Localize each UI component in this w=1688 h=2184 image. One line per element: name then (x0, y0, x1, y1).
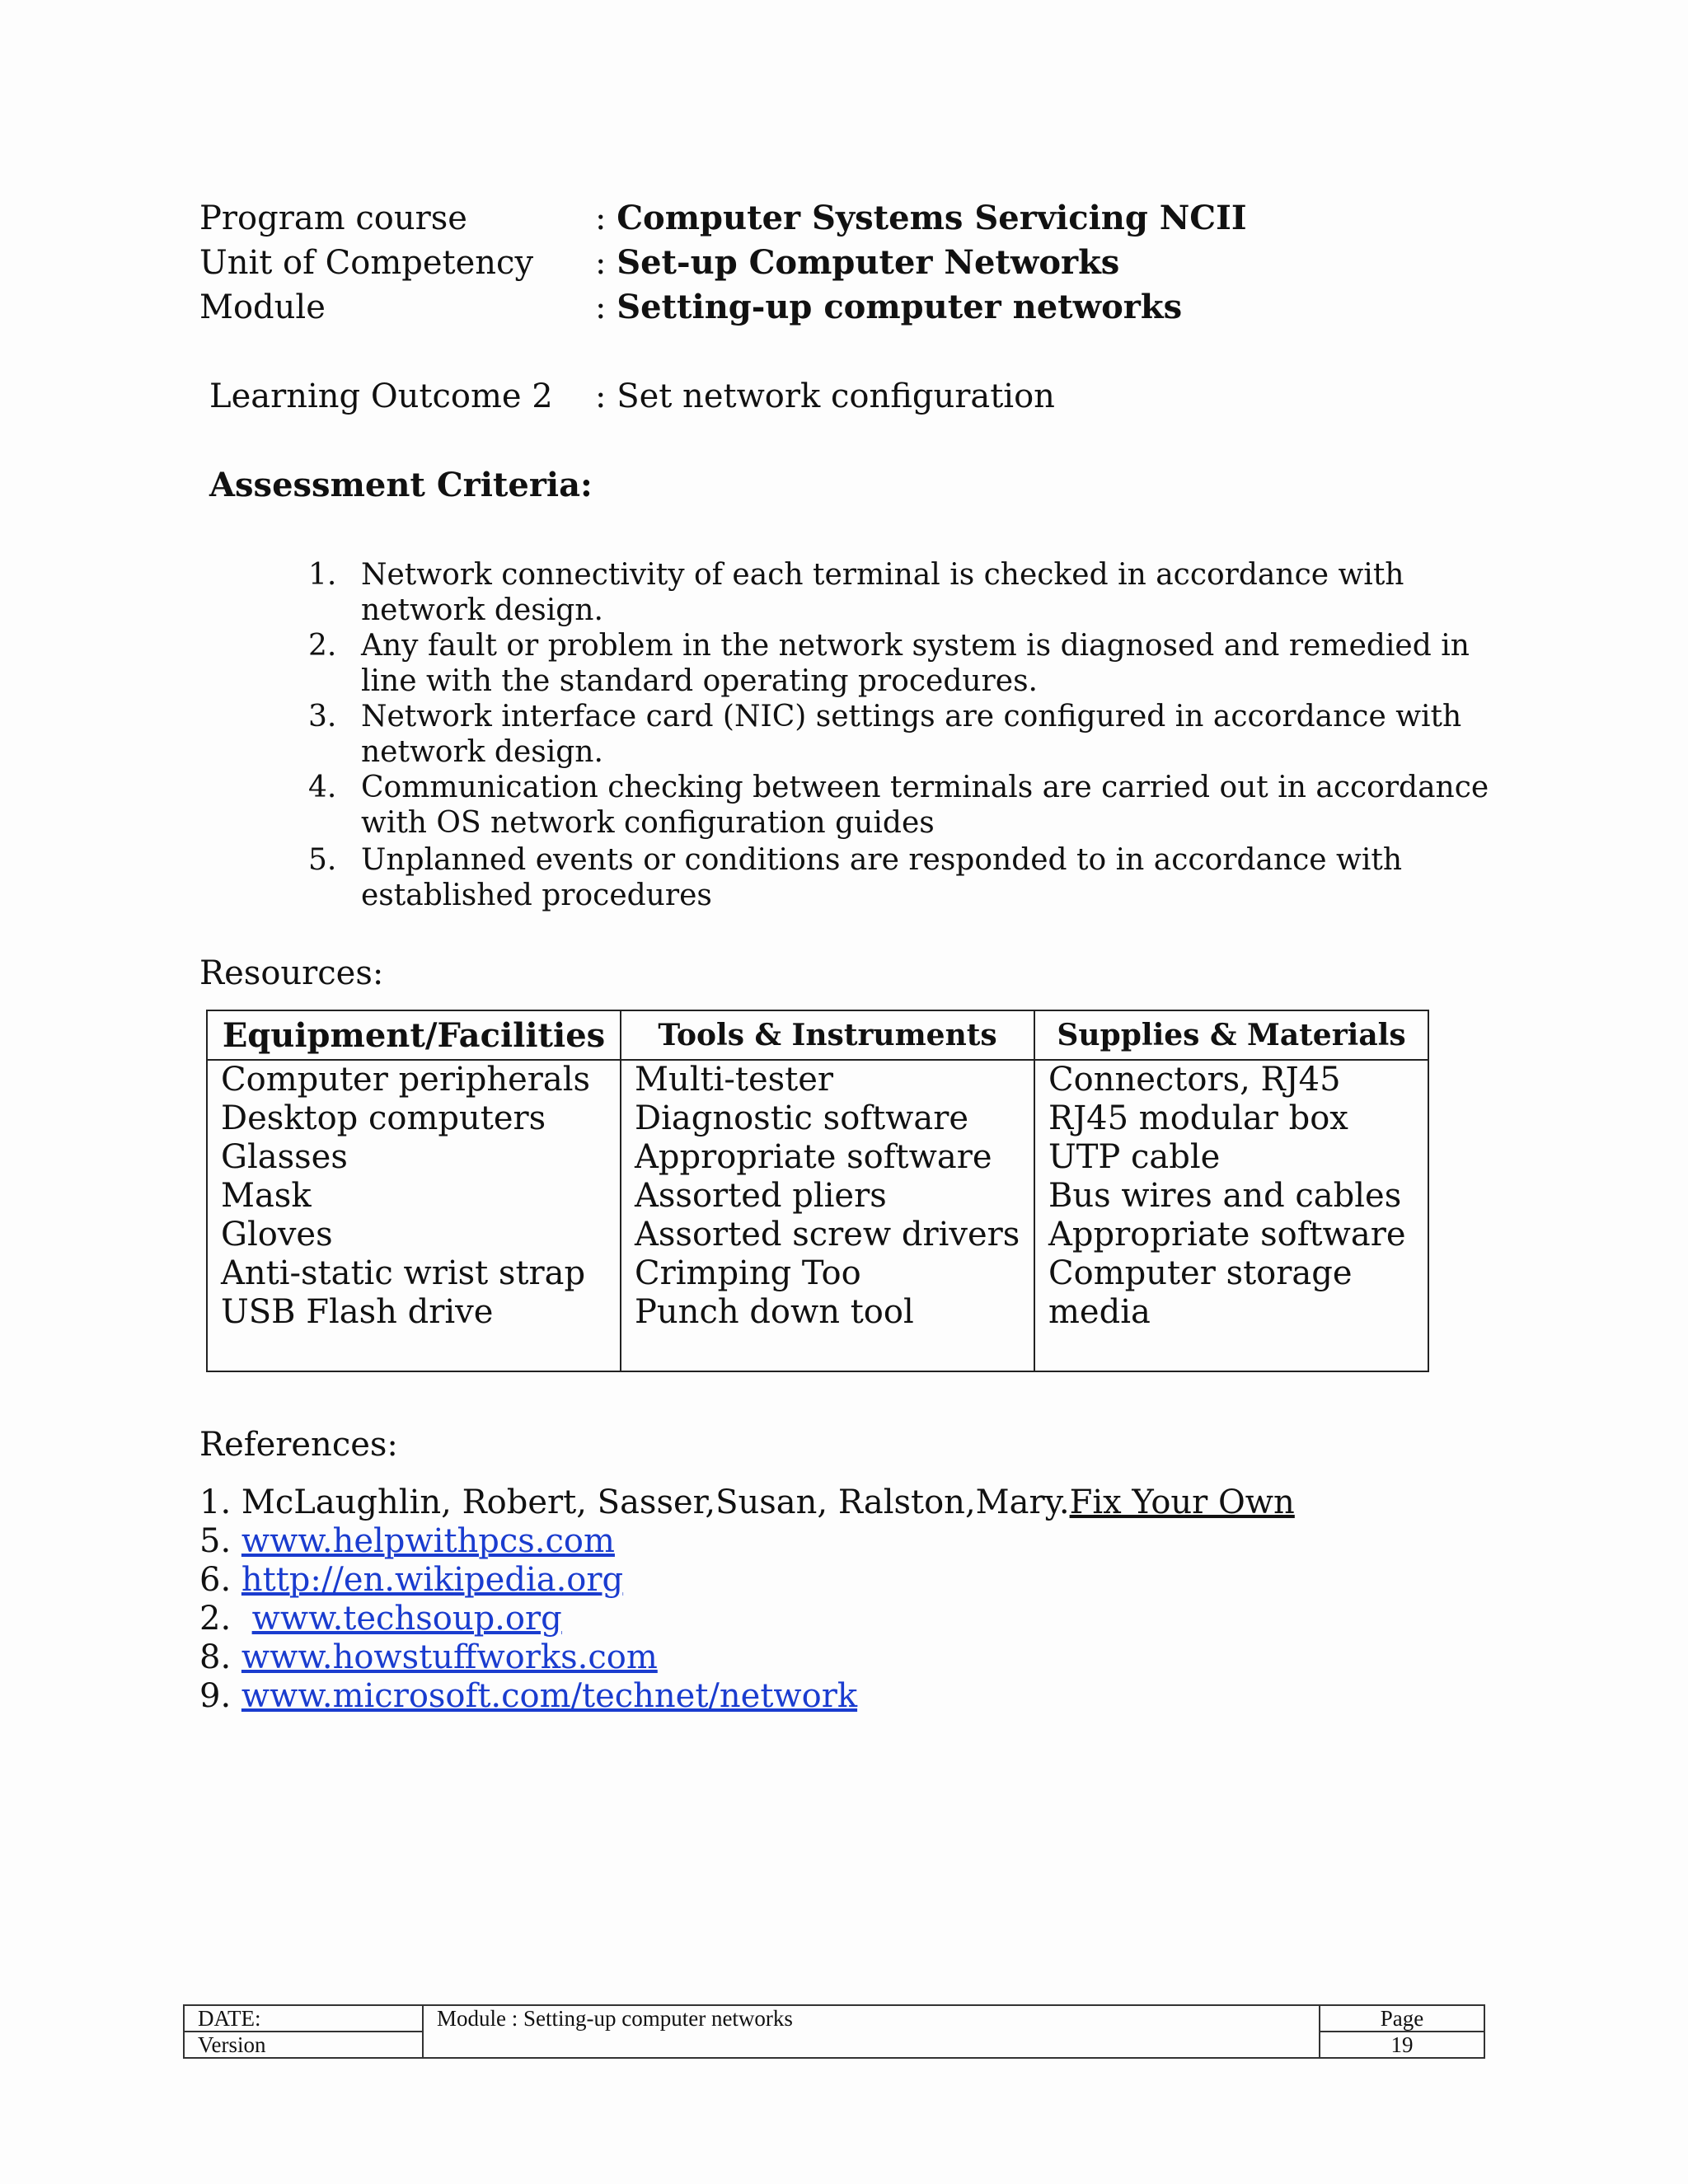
reference-link[interactable]: www.techsoup.org (251, 1600, 562, 1638)
reference-link[interactable]: www.microsoft.com/technet/network (241, 1677, 858, 1715)
list-item: Desktop computers (221, 1099, 546, 1137)
resources-table (206, 1010, 1429, 1372)
footer-version: Version (184, 2032, 423, 2058)
list-item: UTP cable (1048, 1138, 1221, 1176)
list-item: Mask (221, 1177, 312, 1215)
list-item: RJ45 modular box (1048, 1099, 1348, 1137)
column-header-equipment: Equipment/Facilities (207, 1010, 621, 1060)
column-header-supplies: Supplies & Materials (1034, 1010, 1428, 1060)
criteria-number: 5. (308, 843, 337, 877)
criteria-number: 3. (308, 700, 337, 733)
reference-item: 1. McLaughlin, Robert, Sasser,Susan, Ralston,Mary.Fix Your Own (199, 1483, 1295, 1521)
list-item: Connectors, RJ45 (1048, 1061, 1341, 1099)
list-item: USB Flash drive (221, 1293, 494, 1331)
supplies-cell (1034, 1060, 1428, 1371)
column-header-tools: Tools & Instruments (621, 1010, 1034, 1060)
learning-outcome-label: Learning Outcome 2 (209, 377, 553, 415)
list-item: Diagnostic software (635, 1099, 969, 1137)
page-footer (183, 2004, 1485, 2059)
book-title: Fix Your Own (1069, 1483, 1295, 1521)
reference-link[interactable]: www.howstuffworks.com (241, 1638, 658, 1676)
footer-date: DATE: (184, 2005, 423, 2032)
list-item: Multi-tester (635, 1061, 834, 1099)
list-item: media (1048, 1293, 1151, 1331)
list-item: Gloves (221, 1216, 333, 1254)
list-item: Computer peripherals (221, 1061, 591, 1099)
module-label: Module (199, 288, 326, 326)
program-course-label: Program course (199, 199, 467, 237)
resources-title: Resources: (199, 954, 384, 992)
footer-module: Module : Setting-up computer networks (423, 2005, 1320, 2058)
list-item: Assorted screw drivers (635, 1216, 1020, 1254)
list-item: Crimping Too (635, 1254, 861, 1292)
reference-item: 2. www.techsoup.org (199, 1600, 562, 1638)
assessment-title: Assessment Criteria: (209, 466, 593, 504)
list-item: Computer storage (1048, 1254, 1353, 1292)
criteria-item: Network connectivity of each terminal is checked in accordance with network design. (361, 558, 1404, 627)
list-item: Appropriate software (635, 1138, 992, 1176)
criteria-number: 1. (308, 558, 337, 592)
reference-link[interactable]: www.helpwithpcs.com (241, 1522, 615, 1560)
program-course-value: : Computer Systems Servicing NCII (595, 199, 1247, 237)
reference-item: 5. www.helpwithpcs.com (199, 1522, 615, 1560)
list-item: Punch down tool (635, 1293, 914, 1331)
footer-page-label: Page (1320, 2005, 1484, 2032)
criteria-number: 4. (308, 771, 337, 804)
tools-cell (621, 1060, 1034, 1371)
unit-label: Unit of Competency (199, 244, 534, 282)
unit-value: : Set-up Computer Networks (595, 243, 1120, 282)
footer-page-number: 19 (1320, 2032, 1484, 2058)
criteria-item: Network interface card (NIC) settings are configured in accordance with network design. (361, 700, 1462, 769)
list-item: Anti-static wrist strap (221, 1254, 586, 1292)
reference-link[interactable]: http://en.wikipedia.org (241, 1561, 624, 1599)
list-item: Appropriate software (1048, 1216, 1406, 1254)
references-title: References: (199, 1426, 398, 1464)
reference-item: 9. www.microsoft.com/technet/network (199, 1677, 858, 1715)
learning-outcome-value: : Set network configuration (595, 377, 1055, 415)
list-item: Bus wires and cables (1048, 1177, 1402, 1215)
criteria-number: 2. (308, 629, 337, 663)
list-item: Glasses (221, 1138, 348, 1176)
reference-item: 8. www.howstuffworks.com (199, 1638, 658, 1676)
criteria-item: Any fault or problem in the network system is diagnosed and remedied in line with the standard operating procedures. (361, 629, 1470, 698)
criteria-item: Unplanned events or conditions are responded to in accordance with established procedures (361, 843, 1403, 912)
criteria-item: Communication checking between terminals are carried out in accordance with OS network configuration guides (361, 771, 1489, 840)
module-value: : Setting-up computer networks (595, 288, 1183, 326)
list-item: Assorted pliers (635, 1177, 887, 1215)
equipment-cell (207, 1060, 621, 1371)
reference-item: 6. http://en.wikipedia.org (199, 1561, 624, 1599)
